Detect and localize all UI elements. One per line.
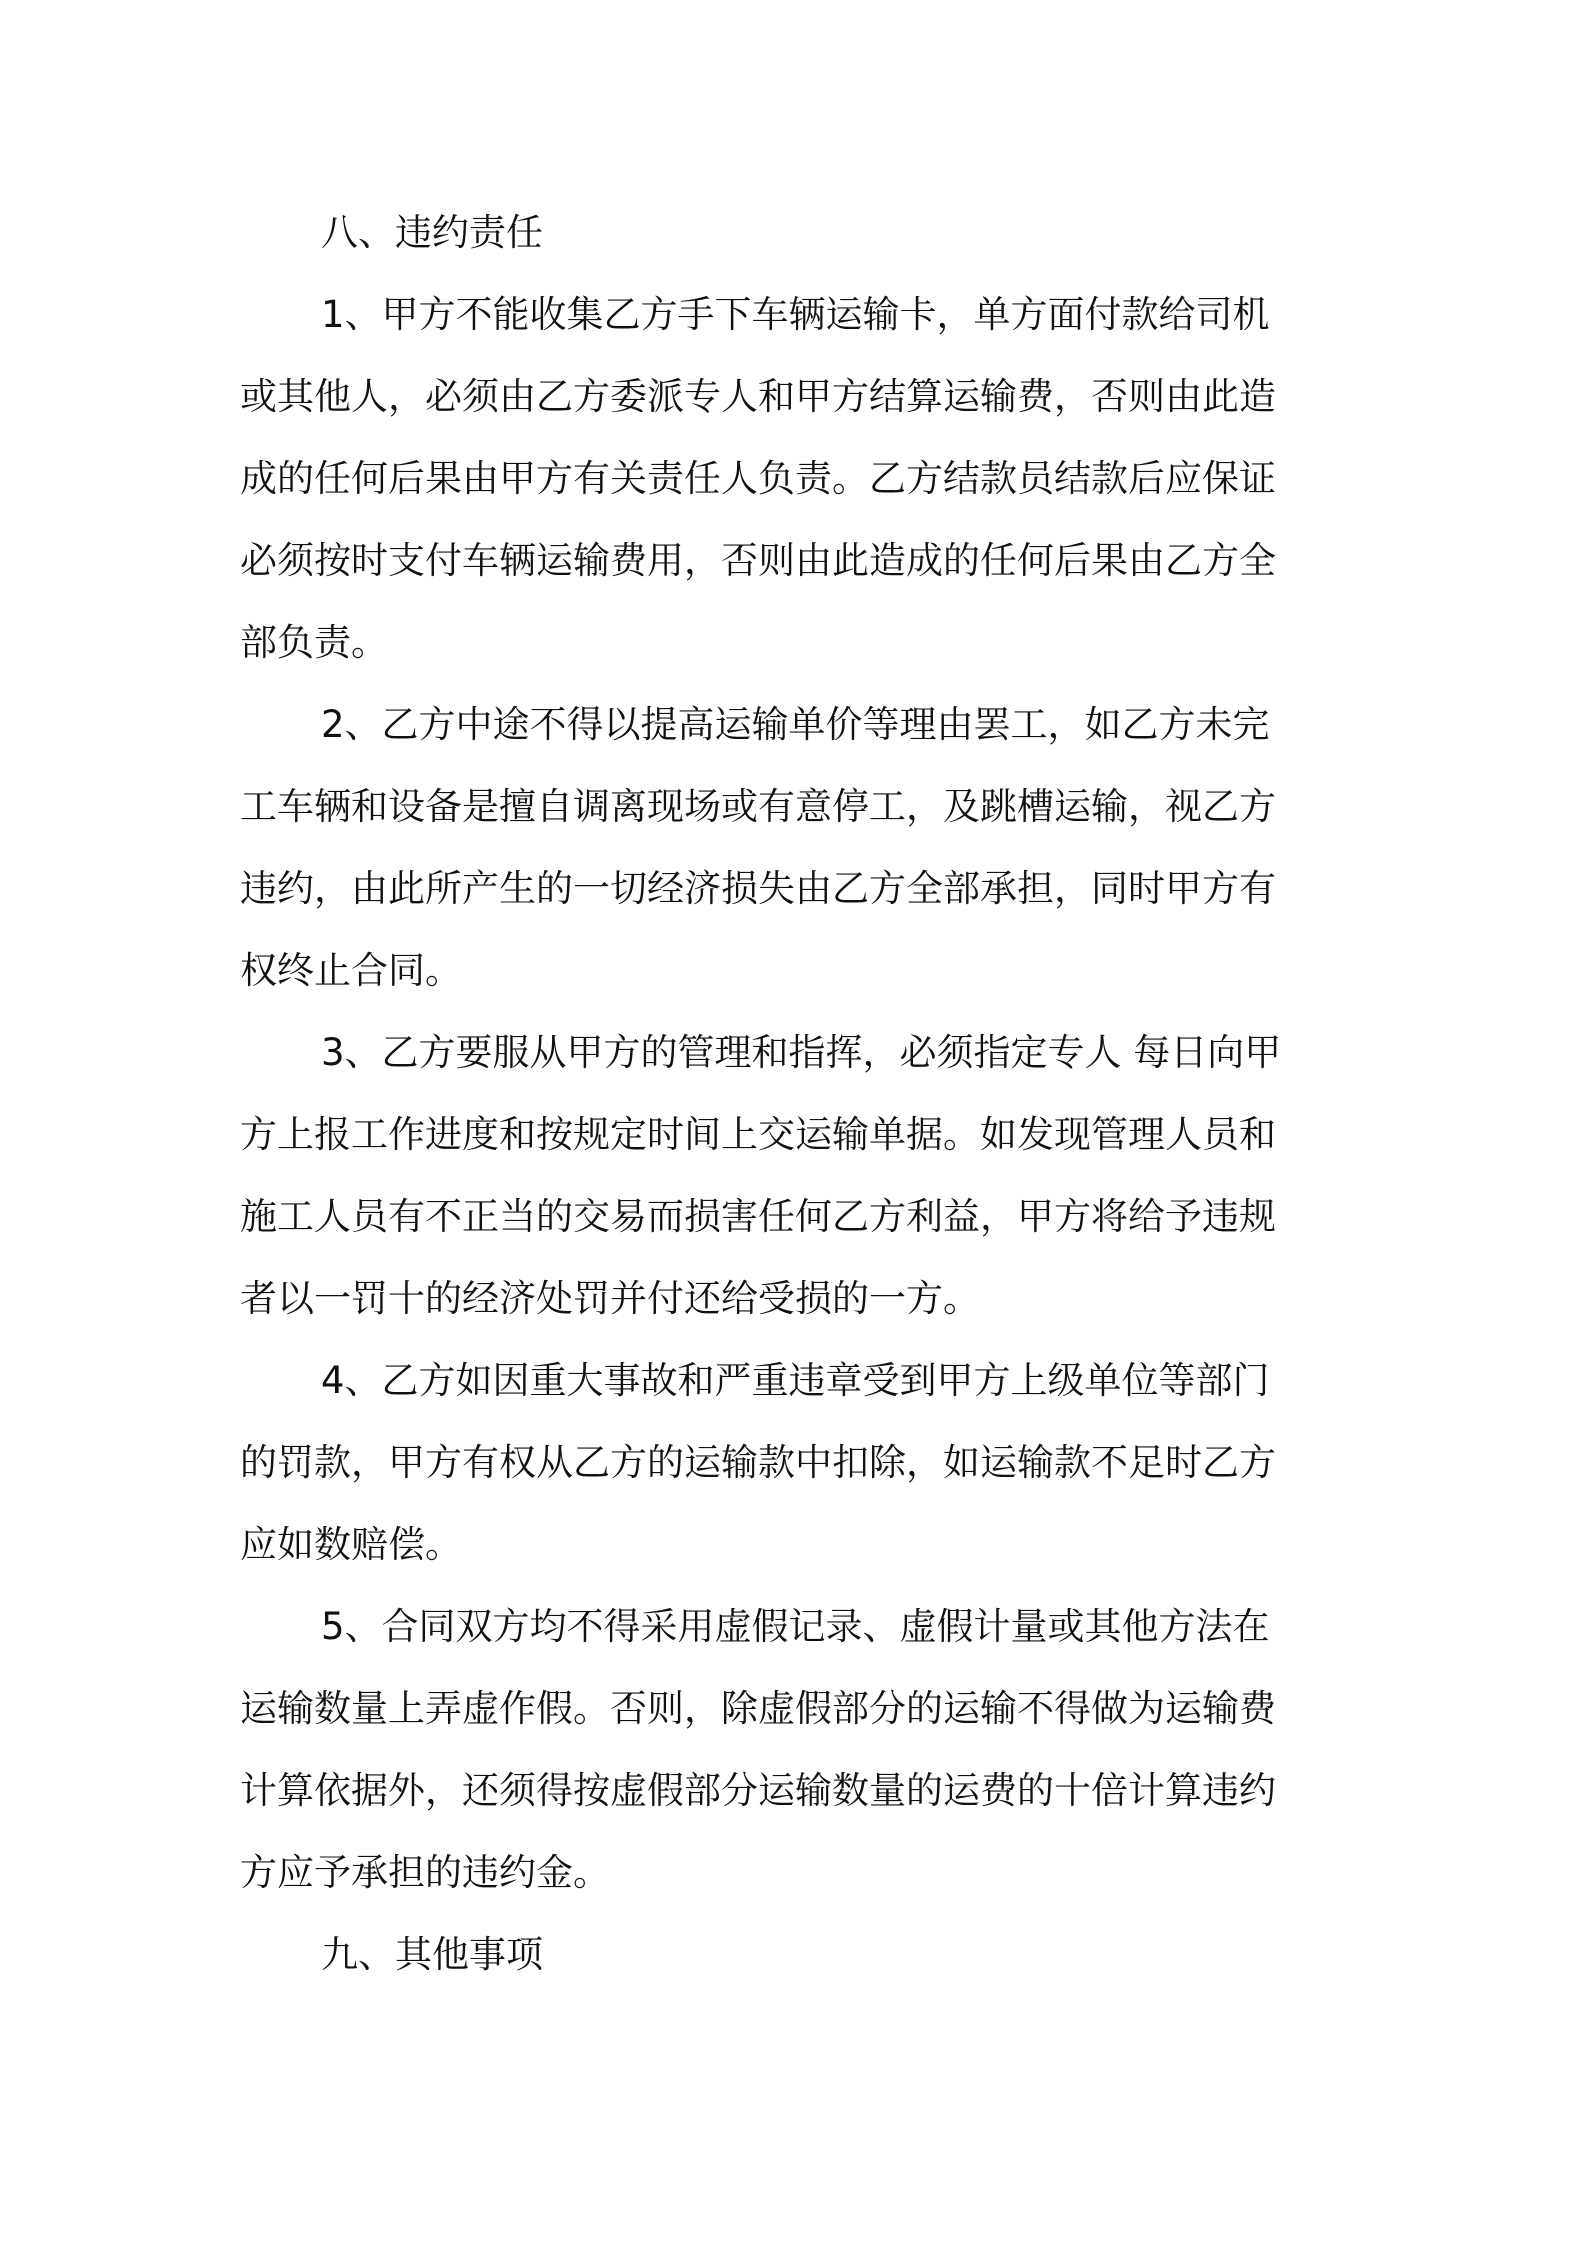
- paragraph-line: 方应予承担的违约金。: [240, 1851, 610, 1894]
- document-body: [240, 192, 1356, 1996]
- paragraph-line: 方上报工作进度和按规定时间上交运输单据。如发现管理人员和: [240, 1113, 1276, 1156]
- paragraph-line: 1、甲方不能收集乙方手下车辆运输卡，单方面付款给司机: [321, 293, 1270, 336]
- clause-paragraph-5: [240, 1586, 1356, 1914]
- section-heading-breach-liability: 八、违约责任: [321, 211, 543, 254]
- clause-paragraph-1: [240, 274, 1356, 684]
- paragraph-line: 计算依据外，还须得按虚假部分运输数量的运费的十倍计算违约: [240, 1769, 1276, 1812]
- clause-paragraph-2: [240, 684, 1356, 1012]
- paragraph-line: 者以一罚十的经济处罚并付还给受损的一方。: [240, 1277, 980, 1320]
- paragraph-line: 5、合同双方均不得采用虚假记录、虚假计量或其他方法在: [321, 1605, 1270, 1648]
- section-heading-other-matters: 九、其他事项: [321, 1933, 543, 1976]
- paragraph-line: 4、乙方如因重大事故和严重违章受到甲方上级单位等部门: [321, 1359, 1270, 1402]
- paragraph-line: 运输数量上弄虚作假。否则，除虚假部分的运输不得做为运输费: [240, 1687, 1276, 1730]
- paragraph-line: 施工人员有不正当的交易而损害任何乙方利益，甲方将给予违规: [240, 1195, 1276, 1238]
- paragraph-line: 工车辆和设备是擅自调离现场或有意停工，及跳槽运输，视乙方: [240, 785, 1276, 828]
- paragraph-line: 3、乙方要服从甲方的管理和指挥，必须指定专人 每日向甲: [321, 1031, 1282, 1074]
- clause-paragraph-4: [240, 1340, 1356, 1586]
- clause-paragraph-3: [240, 1012, 1356, 1340]
- paragraph-line: 权终止合同。: [240, 949, 462, 992]
- paragraph-line: 2、乙方中途不得以提高运输单价等理由罢工，如乙方未完: [321, 703, 1270, 746]
- paragraph-line: 成的任何后果由甲方有关责任人负责。乙方结款员结款后应保证: [240, 457, 1276, 500]
- paragraph-line: 或其他人，必须由乙方委派专人和甲方结算运输费，否则由此造: [240, 375, 1276, 418]
- paragraph-line: 的罚款，甲方有权从乙方的运输款中扣除，如运输款不足时乙方: [240, 1441, 1276, 1484]
- paragraph-line: 应如数赔偿。: [240, 1523, 462, 1566]
- paragraph-line: 违约，由此所产生的一切经济损失由乙方全部承担，同时甲方有: [240, 867, 1276, 910]
- paragraph-line: 部负责。: [240, 621, 388, 664]
- paragraph-line: 必须按时支付车辆运输费用，否则由此造成的任何后果由乙方全: [240, 539, 1276, 582]
